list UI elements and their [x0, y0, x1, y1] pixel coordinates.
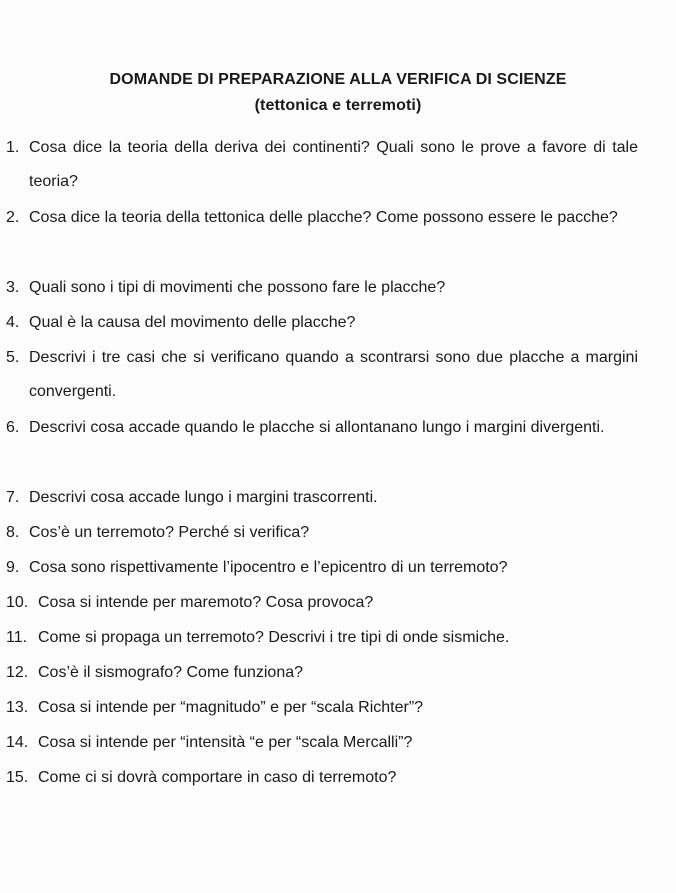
question-number: 15.: [6, 769, 29, 786]
question-number: 13.: [6, 699, 29, 716]
question-item: [6, 621, 638, 655]
question-text: Come si propaga un terremoto? Descrivi i tre tipi di onde sismiche.: [38, 629, 510, 646]
question-text: Cosa si intende per “magnitudo” e per “scala Richter”?: [38, 699, 424, 716]
question-number: 10.: [6, 594, 29, 611]
question-text: Cosa dice la teoria della deriva dei continenti? Quali sono le prove a favore di tale teoria?: [29, 139, 638, 190]
document-subtitle: (tettonica e terremoti): [254, 97, 422, 114]
question-item: [6, 586, 638, 620]
question-number: 1.: [6, 139, 20, 156]
question-number: 2.: [6, 209, 20, 226]
question-text: Cos’è un terremoto? Perché si verifica?: [29, 524, 310, 541]
question-item: [6, 271, 638, 305]
question-number: 6.: [6, 419, 20, 436]
question-item: [6, 761, 638, 795]
question-number: 9.: [6, 559, 20, 576]
question-text: Cosa si intende per maremoto? Cosa provoca?: [38, 594, 374, 611]
question-number: 11.: [6, 629, 28, 646]
question-number: 4.: [6, 314, 20, 331]
question-item: [6, 656, 638, 690]
question-text: Cos’è il sismografo? Come funziona?: [38, 664, 304, 681]
question-number: 5.: [6, 349, 20, 366]
question-item: [6, 131, 638, 199]
question-text: Come ci si dovrà comportare in caso di terremoto?: [38, 769, 397, 786]
document-title: DOMANDE DI PREPARAZIONE ALLA VERIFICA DI SCIENZE: [109, 71, 567, 88]
question-item: [6, 551, 638, 585]
question-number: 3.: [6, 279, 20, 296]
question-number: 14.: [6, 734, 29, 751]
question-text: Descrivi cosa accade lungo i margini trascorrenti.: [29, 489, 378, 506]
question-text: Descrivi i tre casi che si verificano quando a scontrarsi sono due placche a margini convergenti.: [29, 349, 638, 400]
question-item: [6, 411, 638, 445]
question-text: Cosa dice la teoria della tettonica delle placche? Come possono essere le pacche?: [29, 209, 618, 226]
question-item: [6, 691, 638, 725]
question-number: 12.: [6, 664, 29, 681]
question-item: [6, 516, 638, 550]
question-text: Descrivi cosa accade quando le placche si allontanano lungo i margini divergenti.: [29, 419, 605, 436]
question-item: [6, 481, 638, 515]
question-item: [6, 306, 638, 340]
question-number: 8.: [6, 524, 20, 541]
question-text: Quali sono i tipi di movimenti che possono fare le placche?: [29, 279, 446, 296]
question-text: Cosa sono rispettivamente l’ipocentro e l’epicentro di un terremoto?: [29, 559, 508, 576]
question-item: [6, 341, 638, 409]
question-text: Cosa si intende per “intensità “e per “scala Mercalli”?: [38, 734, 413, 751]
question-item: [6, 726, 638, 760]
question-number: 7.: [6, 489, 20, 506]
question-item: [6, 201, 638, 235]
question-text: Qual è la causa del movimento delle placche?: [29, 314, 356, 331]
